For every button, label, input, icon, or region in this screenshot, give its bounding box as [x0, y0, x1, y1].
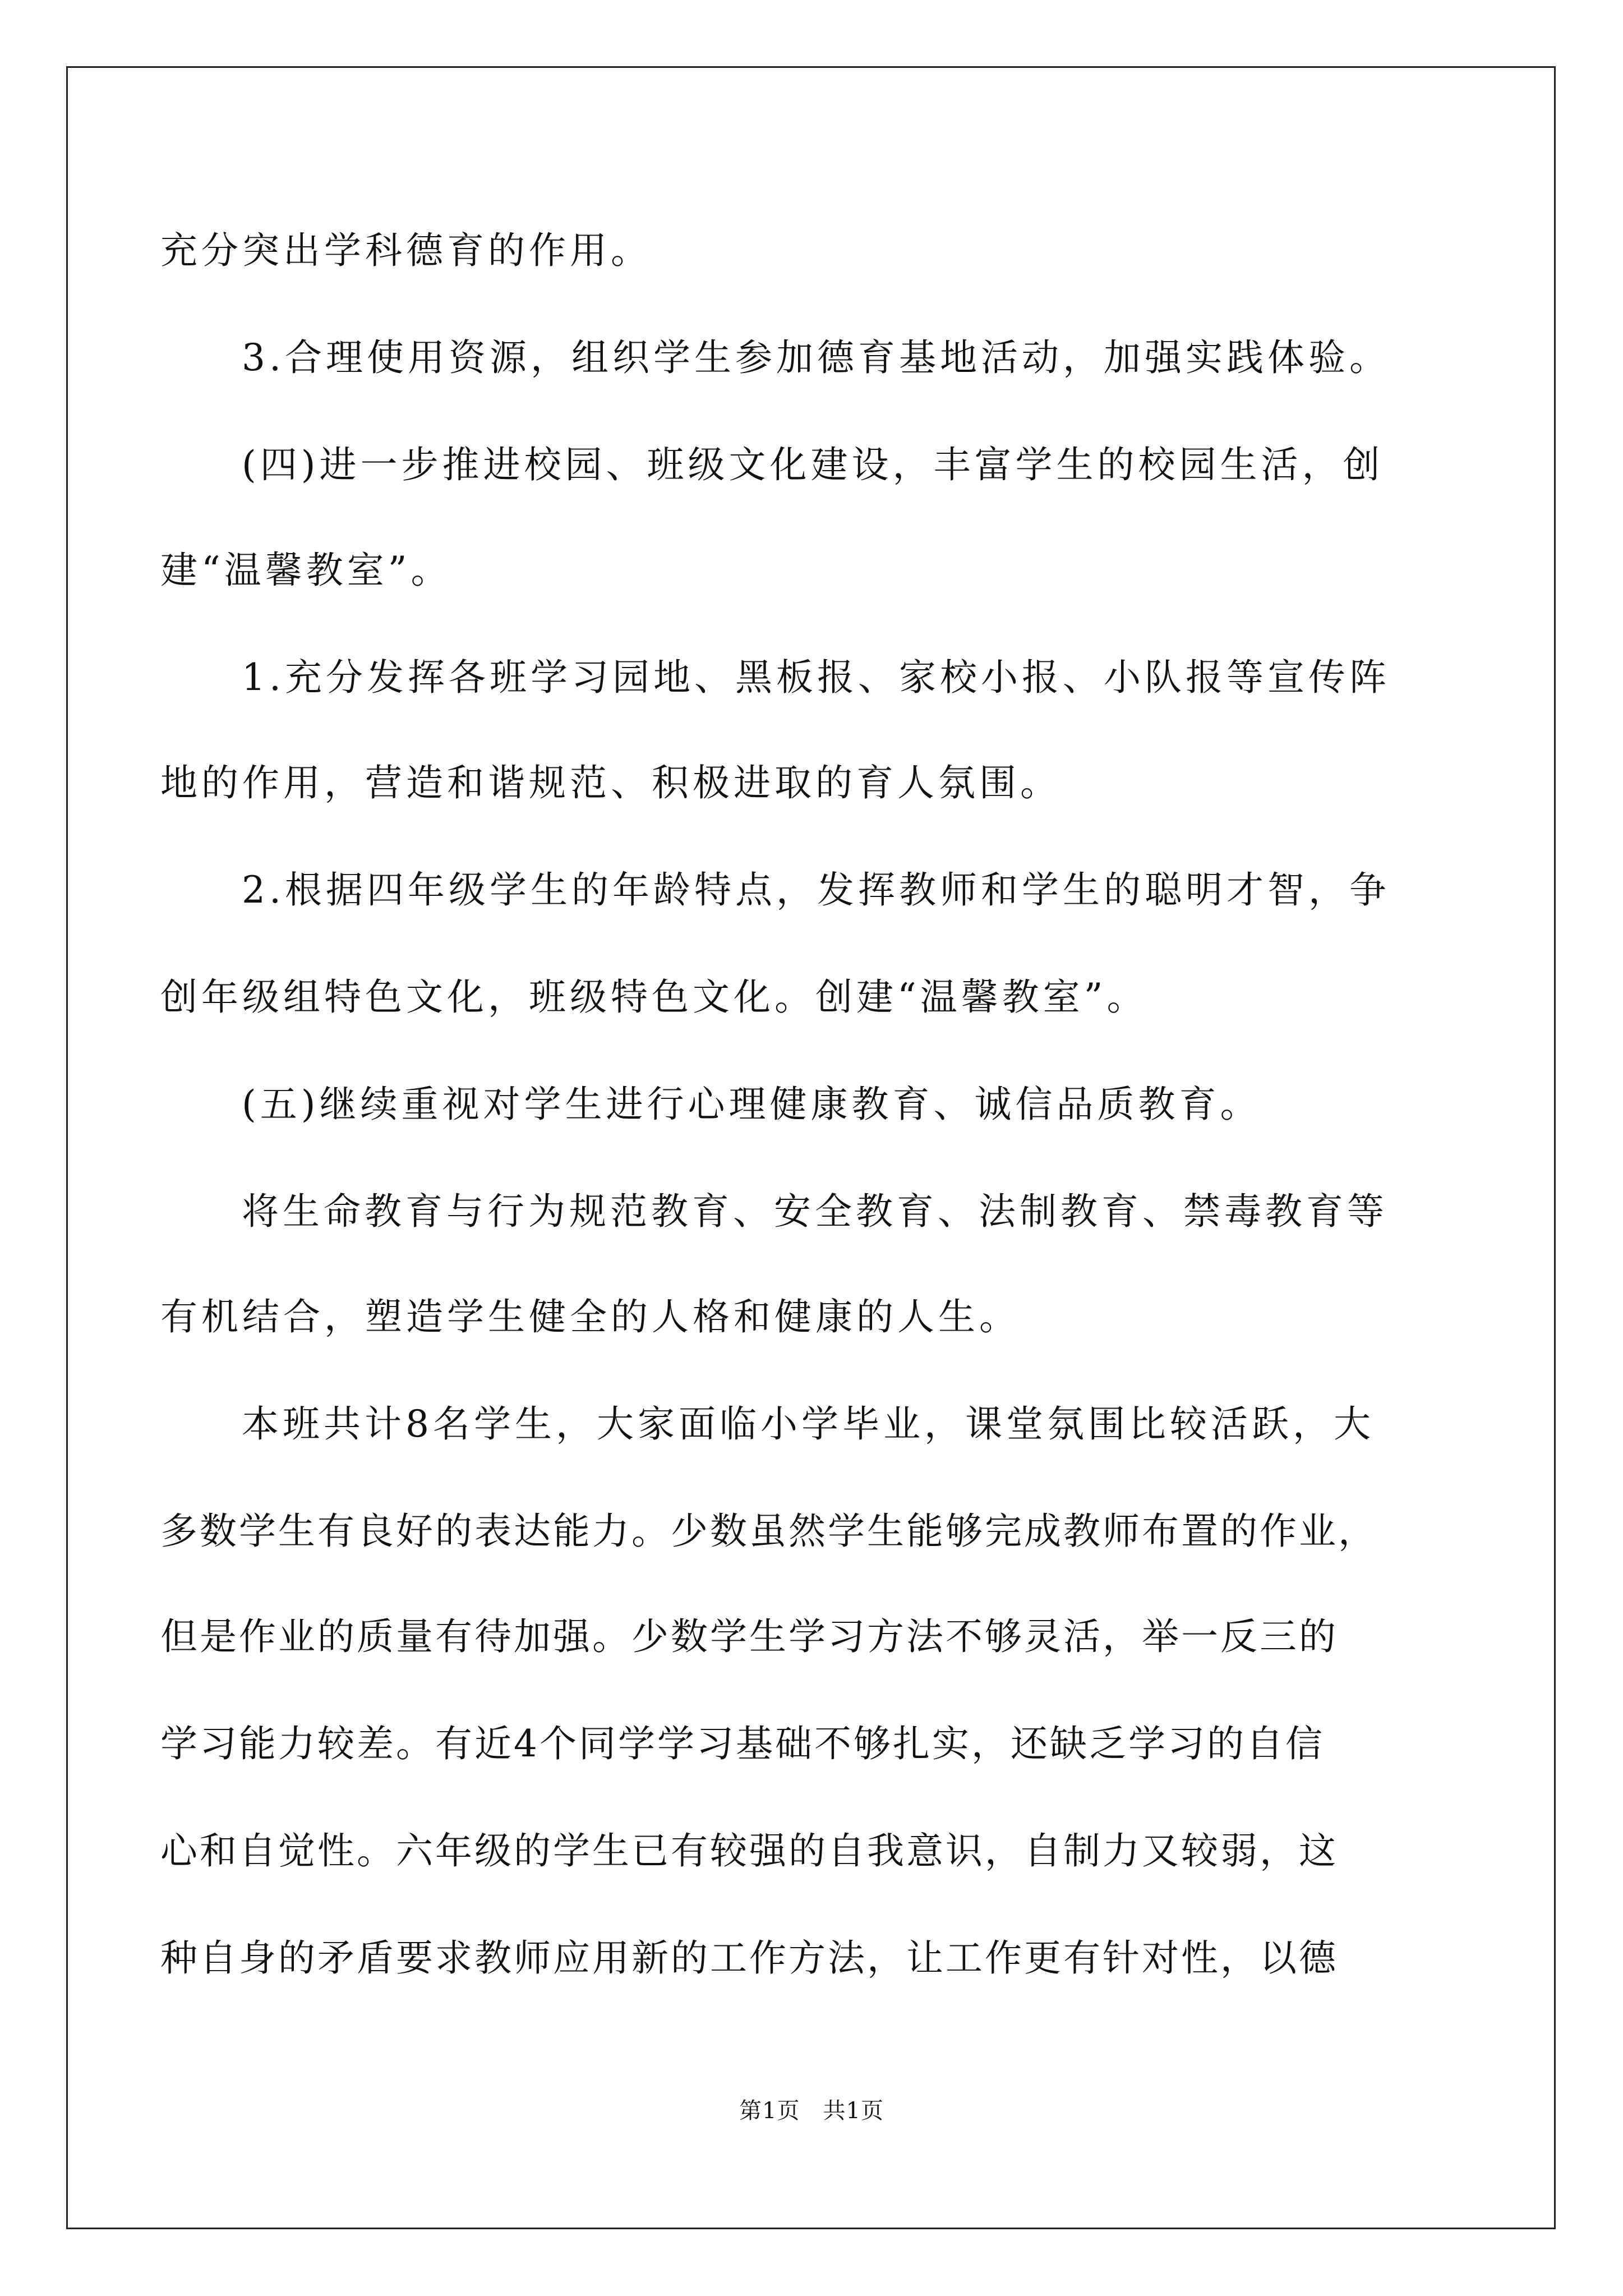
text-line: 地的作用，营造和谐规范、积极进取的育人氛围。	[160, 761, 1061, 804]
text-line: 充分突出学科德育的作用。	[160, 229, 652, 272]
page-number: 第1页 共1页	[739, 2098, 884, 2124]
text-line: 2.根据四年级学生的年龄特点，发挥教师和学生的聪明才智，争	[242, 868, 1390, 912]
text-line: 3.合理使用资源，组织学生参加德育基地活动，加强实践体验。	[242, 336, 1390, 379]
text-line: 1.充分发挥各班学习园地、黑板报、家校小报、小队报等宣传阵	[242, 656, 1390, 699]
text-line: 将生命教育与行为规范教育、安全教育、法制教育、禁毒教育等	[242, 1190, 1388, 1233]
text-line: 但是作业的质量有待加强。少数学生学习方法不够灵活，举一反三的	[160, 1615, 1338, 1658]
text-line: 创年级组特色文化，班级特色文化。创建“温馨教室”。	[160, 976, 1148, 1019]
page-border	[66, 66, 1556, 2229]
text-line: (五)继续重视对学生进行心理健康教育、诚信品质教育。	[242, 1083, 1261, 1126]
text-line: 心和自觉性。六年级的学生已有较强的自我意识，自制力又较弱，这	[160, 1829, 1338, 1872]
text-line: 有机结合，塑造学生健全的人格和健康的人生。	[160, 1295, 1020, 1338]
text-line: 种自身的矛盾要求教师应用新的工作方法，让工作更有针对性，以德	[160, 1936, 1338, 1980]
text-line: 建“温馨教室”。	[160, 549, 452, 592]
text-line: 学习能力较差。有近4个同学学习基础不够扎实，还缺乏学习的自信	[160, 1722, 1325, 1765]
text-line: (四)进一步推进校园、班级文化建设，丰富学生的校园生活，创	[242, 443, 1384, 486]
text-line: 多数学生有良好的表达能力。少数虽然学生能够完成教师布置的作业，	[160, 1510, 1377, 1553]
text-line: 本班共计8名学生，大家面临小学毕业，课堂氛围比较活跃，大	[242, 1402, 1375, 1446]
